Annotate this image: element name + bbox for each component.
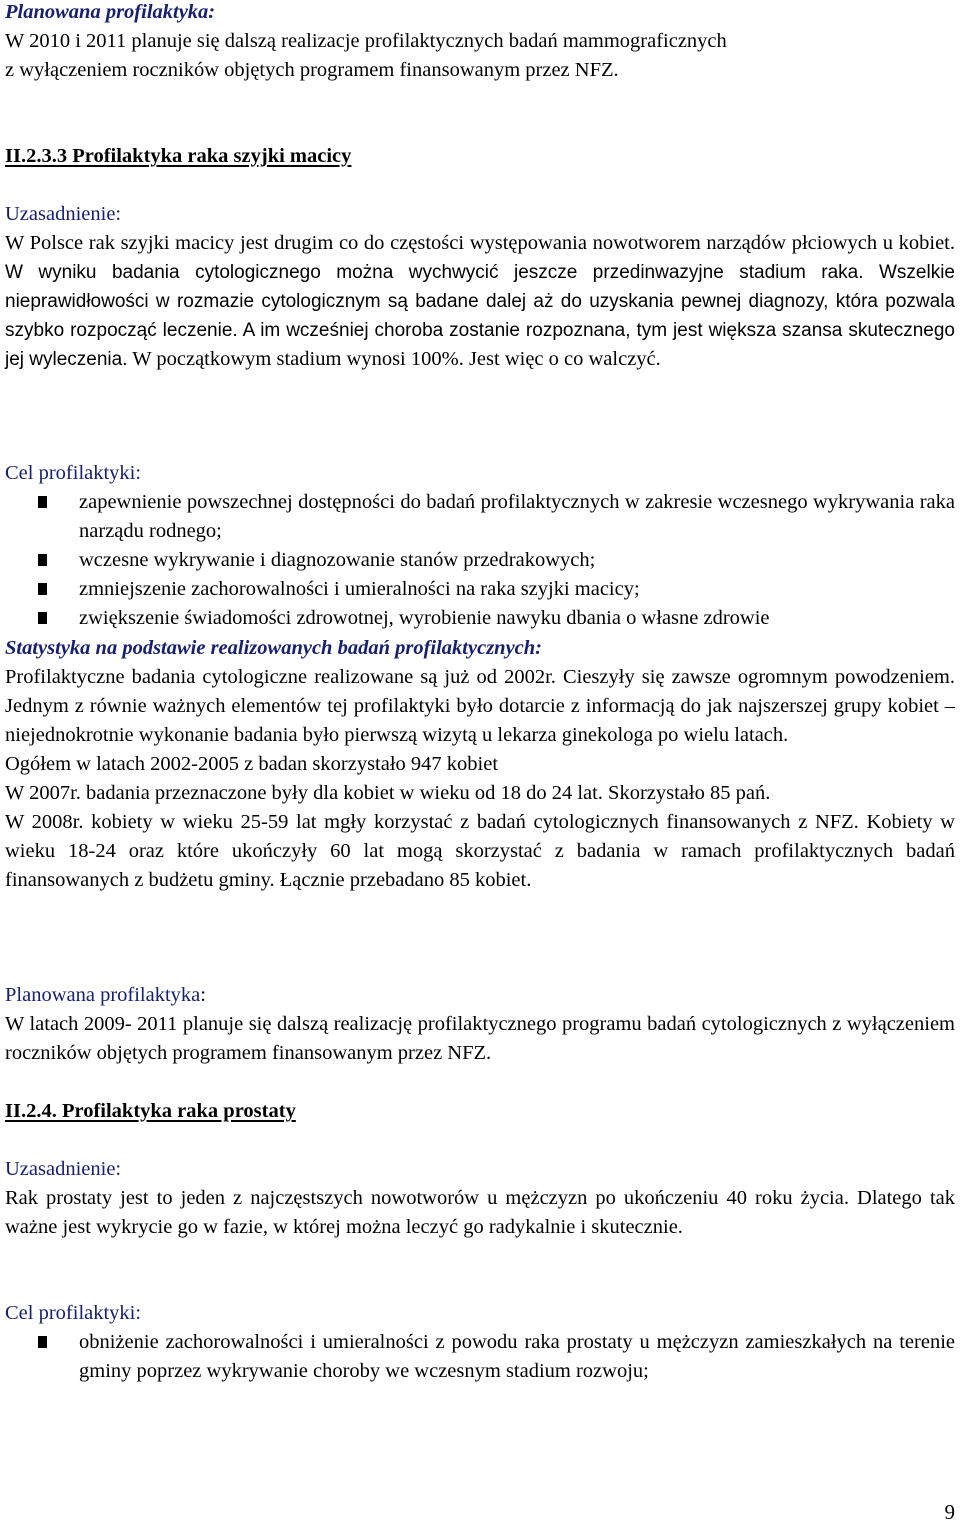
planned-prophylaxis-label: Planowana profilaktyka xyxy=(5,984,201,1006)
rationale-text-tail: W początkowym stadium wynosi 100%. Jest więc o co walczyć. xyxy=(132,348,661,370)
planned-prophylaxis-block xyxy=(5,0,955,85)
text-line: z wyłączeniem roczników objętych programem finansowanym przez NFZ. xyxy=(5,59,619,81)
statistics-line: W 2007r. badania przeznaczone były dla kobiet w wieku od 18 do 24 lat. Skorzystało 85 pań. xyxy=(5,782,771,804)
goals-label: Cel profilaktyki: xyxy=(5,1302,142,1324)
planned-prophylaxis-label: Planowana profilaktyka: xyxy=(5,1,216,23)
bullet-square-icon xyxy=(38,1336,47,1348)
statistics-label: Statystyka na podstawie realizowanych badań profilaktycznych: xyxy=(5,637,542,659)
goals-label: Cel profilaktyki: xyxy=(5,462,142,484)
rationale-paragraph: Rak prostaty jest to jeden z najczęstszych nowotworów u mężczyzn po ukończeniu 40 roku życia. Dlatego tak ważne jest wykrycie go w fazie, w której można leczyć go radykalnie i skutecznie. xyxy=(5,1187,955,1238)
statistics-line: Ogółem w latach 2002-2005 z badan skorzystało 947 kobiet xyxy=(5,753,499,775)
bullet-square-icon xyxy=(38,583,47,595)
goals-list xyxy=(5,1328,955,1386)
list-item: obniżenie zachorowalności i umieralności z powodu raka prostaty u mężczyzn zamieszkałych na terenie gminy poprzez wykrywanie choroby we wczesnym stadium rozwoju; xyxy=(5,1328,955,1386)
rationale-label: Uzasadnienie: xyxy=(5,203,122,225)
goals-list xyxy=(5,488,955,633)
section-heading-prostate-cancer: II.2.4. Profilaktyka raka prostaty xyxy=(5,1100,296,1122)
bullet-square-icon xyxy=(38,496,47,508)
section-heading-cervical-cancer: II.2.3.3 Profilaktyka raka szyjki macicy xyxy=(5,145,352,167)
statistics-paragraph: W 2008r. kobiety w wieku 25-59 lat mgły korzystać z badań cytologicznych finansowanych z NFZ. Kobiety w wieku 18-24 oraz które ukończyły 60 lat mogą skorzystać z badania w ramach profilaktycznych badań finansowanych z budżetu gminy. Łącznie przebadano 85 kobiet. xyxy=(5,811,955,891)
planned-prophylaxis-paragraph: W latach 2009- 2011 planuje się dalszą realizację profilaktycznego programu badań cytologicznych z wyłączeniem roczników objętych programem finansowanym przez NFZ. xyxy=(5,1013,955,1064)
rationale-paragraph xyxy=(5,229,955,374)
bullet-square-icon xyxy=(38,612,47,624)
rationale-label: Uzasadnienie: xyxy=(5,1158,122,1180)
list-item: wczesne wykrywanie i diagnozowanie stanów przedrakowych; xyxy=(5,546,955,575)
list-item: zwiększenie świadomości zdrowotnej, wyrobienie nawyku dbania o własne zdrowie xyxy=(5,604,955,633)
list-item: zapewnienie powszechnej dostępności do badań profilaktycznych w zakresie wczesnego wykrywania raka narządu rodnego; xyxy=(5,488,955,546)
rationale-text-sans: W wyniku badania cytologicznego można wychwycić jeszcze przedinwazyjne stadium raka. Wszelkie nieprawidłowości w rozmazie cytologicznym są badane dalej aż do uzyskania pewnej diagnozy, która pozwala szybko rozpocząć leczenie. A im wcześniej choroba zostanie rozpoznana, tym jest większa szansa skutecznego jej wyleczenia. xyxy=(5,262,955,370)
planned-prophylaxis-heading: Planowana profilaktyka: xyxy=(5,984,206,1006)
statistics-block xyxy=(5,663,955,895)
rationale-text: W Polsce rak szyjki macicy jest drugim co do częstości występowania nowotworem narządów płciowych u kobiet. xyxy=(5,232,955,254)
bullet-square-icon xyxy=(38,554,47,566)
text-line: W 2010 i 2011 planuje się dalszą realizacje profilaktycznych badań mammograficznych xyxy=(5,30,727,52)
statistics-paragraph: Profilaktyczne badania cytologiczne realizowane są już od 2002r. Cieszyły się zawsze ogromnym powodzeniem. Jednym z równie ważnych elementów tej profilaktyki było dotarcie z informacją do jak najszerszej grupy kobiet – niejednokrotnie wykonanie badania było pierwszą wizytą u lekarza ginekologa po wielu latach. xyxy=(5,666,955,746)
page-number: 9 xyxy=(944,1500,955,1524)
list-item: zmniejszenie zachorowalności i umieralności na raka szyjki macicy; xyxy=(5,575,955,604)
